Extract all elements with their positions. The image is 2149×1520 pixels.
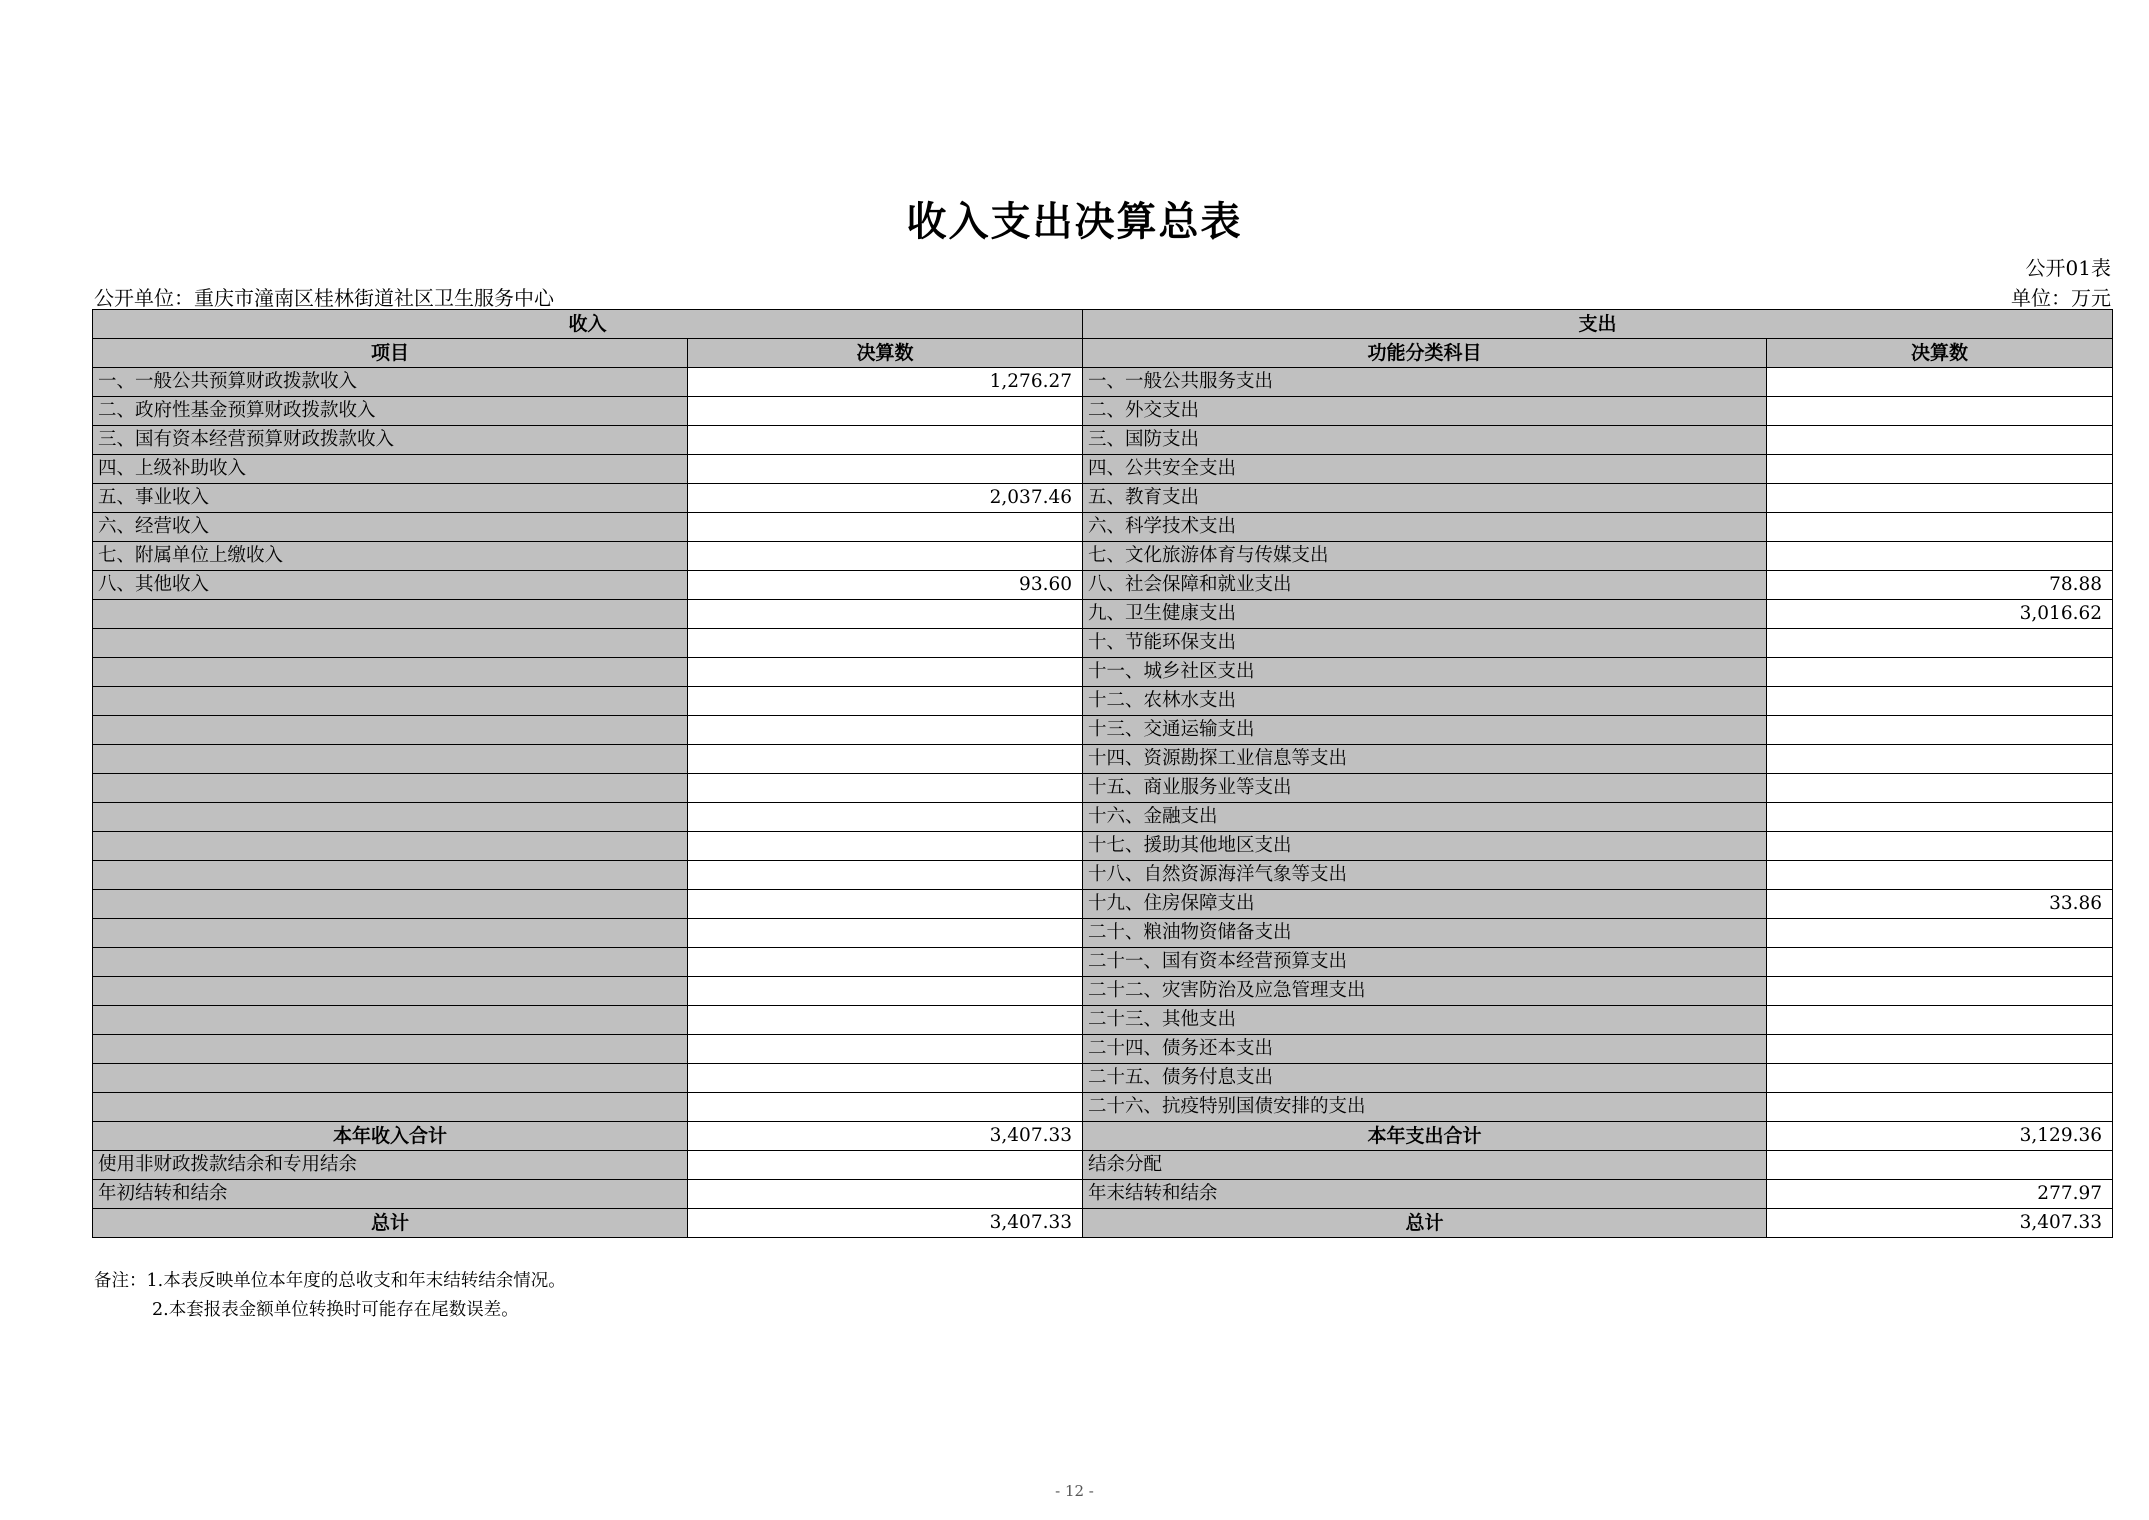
table-row [93,687,2113,716]
expense-label: 年末结转和结余 [1083,1180,1767,1209]
table-row [93,600,2113,629]
income-value [688,1064,1083,1093]
table-row [93,745,2113,774]
expense-label: 四、公共安全支出 [1083,455,1767,484]
income-value [688,1180,1083,1209]
expense-value [1767,513,2113,542]
income-value [688,426,1083,455]
table-footer [93,1122,2113,1238]
income-value [688,397,1083,426]
notes [94,1267,566,1325]
income-label: 六、经营收入 [93,513,688,542]
income-label [93,1035,688,1064]
table-row [93,426,2113,455]
expense-label: 二十一、国有资本经营预算支出 [1083,948,1767,977]
expense-value [1767,861,2113,890]
section-header-row [93,310,2113,339]
expense-label: 二十五、债务付息支出 [1083,1064,1767,1093]
table-row [93,629,2113,658]
expense-value [1767,745,2113,774]
year-expense-total-value: 3,129.36 [1767,1122,2113,1151]
table-row [93,513,2113,542]
table-row [93,803,2113,832]
income-value [688,629,1083,658]
income-value [688,890,1083,919]
expense-label: 二十二、灾害防治及应急管理支出 [1083,977,1767,1006]
table-row [93,919,2113,948]
income-value [688,861,1083,890]
income-label: 七、附属单位上缴收入 [93,542,688,571]
table-row [93,455,2113,484]
income-label [93,832,688,861]
expense-value: 33.86 [1767,890,2113,919]
expense-value [1767,803,2113,832]
expense-label: 二十六、抗疫特别国债安排的支出 [1083,1093,1767,1122]
expense-label: 七、文化旅游体育与传媒支出 [1083,542,1767,571]
expense-label: 十四、资源勘探工业信息等支出 [1083,745,1767,774]
expense-label: 六、科学技术支出 [1083,513,1767,542]
table-row [93,832,2113,861]
expense-label: 十五、商业服务业等支出 [1083,774,1767,803]
expense-label: 二十四、债务还本支出 [1083,1035,1767,1064]
income-label [93,774,688,803]
expense-value [1767,426,2113,455]
budget-table [92,309,2113,1238]
expense-section-header: 支出 [1083,310,2113,339]
table-row [93,658,2113,687]
table-row [93,977,2113,1006]
col-header-amount: 决算数 [688,339,1083,368]
expense-value [1767,687,2113,716]
income-value [688,455,1083,484]
expense-value [1767,1064,2113,1093]
col-header-amount-2: 决算数 [1767,339,2113,368]
income-label [93,803,688,832]
expense-value [1767,629,2113,658]
income-label: 八、其他收入 [93,571,688,600]
income-value [688,745,1083,774]
income-value [688,803,1083,832]
expense-label: 二十、粮油物资储备支出 [1083,919,1767,948]
expense-label: 九、卫生健康支出 [1083,600,1767,629]
note-2: 2.本套报表金额单位转换时可能存在尾数误差。 [152,1300,519,1320]
table-row [93,397,2113,426]
page-number: - 12 - [1055,1482,1094,1500]
table-row [93,484,2113,513]
expense-label: 十九、住房保障支出 [1083,890,1767,919]
income-label: 一、一般公共预算财政拨款收入 [93,368,688,397]
table-row [93,716,2113,745]
grand-total-value-left: 3,407.33 [688,1209,1083,1238]
income-value [688,1035,1083,1064]
expense-value [1767,919,2113,948]
grand-total-label-left: 总计 [93,1209,688,1238]
income-value [688,600,1083,629]
income-label: 五、事业收入 [93,484,688,513]
column-header-row [93,339,2113,368]
income-label [93,716,688,745]
income-label [93,1093,688,1122]
table-row [93,571,2113,600]
income-label [93,745,688,774]
income-label: 四、上级补助收入 [93,455,688,484]
expense-label: 五、教育支出 [1083,484,1767,513]
expense-value: 3,016.62 [1767,600,2113,629]
income-value [688,542,1083,571]
income-label [93,977,688,1006]
income-value [688,658,1083,687]
income-label [93,948,688,977]
expense-label: 十、节能环保支出 [1083,629,1767,658]
income-label [93,890,688,919]
expense-label: 十一、城乡社区支出 [1083,658,1767,687]
page-title: 收入支出决算总表 [906,199,1243,245]
col-header-function: 功能分类科目 [1083,339,1767,368]
income-label [93,629,688,658]
expense-label: 结余分配 [1083,1151,1767,1180]
currency-unit: 单位：万元 [2011,286,2111,310]
expense-label: 十三、交通运输支出 [1083,716,1767,745]
expense-value [1767,368,2113,397]
expense-value [1767,977,2113,1006]
income-value [688,1093,1083,1122]
form-number: 公开01表 [2025,256,2111,280]
table-row [93,948,2113,977]
income-value [688,1151,1083,1180]
expense-label: 十六、金融支出 [1083,803,1767,832]
income-value [688,774,1083,803]
expense-value [1767,948,2113,977]
income-value [688,977,1083,1006]
table-row [93,1151,2113,1180]
table-row [93,1035,2113,1064]
grand-total-label-right: 总计 [1083,1209,1767,1238]
table-row [93,1180,2113,1209]
income-label [93,687,688,716]
grand-total-row [93,1209,2113,1238]
expense-value [1767,658,2113,687]
grand-total-value-right: 3,407.33 [1767,1209,2113,1238]
expense-label: 一、一般公共服务支出 [1083,368,1767,397]
income-label [93,919,688,948]
expense-value [1767,1006,2113,1035]
expense-value [1767,397,2113,426]
expense-label: 三、国防支出 [1083,426,1767,455]
income-value [688,716,1083,745]
income-label [93,861,688,890]
expense-value: 78.88 [1767,571,2113,600]
income-value: 93.60 [688,571,1083,600]
table-row [93,1006,2113,1035]
col-header-item: 项目 [93,339,688,368]
expense-value [1767,1093,2113,1122]
expense-label: 二、外交支出 [1083,397,1767,426]
expense-value [1767,1035,2113,1064]
income-label [93,1006,688,1035]
note-1: 备注：1.本表反映单位本年度的总收支和年末结转结余情况。 [94,1271,566,1291]
income-label [93,658,688,687]
expense-value [1767,1151,2113,1180]
expense-value [1767,484,2113,513]
expense-label: 二十三、其他支出 [1083,1006,1767,1035]
table-row [93,861,2113,890]
table-row [93,774,2113,803]
table-row [93,1064,2113,1093]
expense-value [1767,832,2113,861]
income-label: 使用非财政拨款结余和专用结余 [93,1151,688,1180]
income-label: 二、政府性基金预算财政拨款收入 [93,397,688,426]
table-body [93,368,2113,1122]
table-row [93,1093,2113,1122]
expense-label: 十二、农林水支出 [1083,687,1767,716]
expense-value [1767,774,2113,803]
reporting-unit: 公开单位：重庆市潼南区桂林街道社区卫生服务中心 [94,286,554,310]
expense-value: 277.97 [1767,1180,2113,1209]
table-row [93,890,2113,919]
income-value [688,687,1083,716]
income-value: 2,037.46 [688,484,1083,513]
income-value [688,832,1083,861]
income-label [93,600,688,629]
income-value: 1,276.27 [688,368,1083,397]
table-row [93,542,2113,571]
income-value [688,513,1083,542]
expense-value [1767,455,2113,484]
year-total-row [93,1122,2113,1151]
expense-label: 十七、援助其他地区支出 [1083,832,1767,861]
year-income-total-value: 3,407.33 [688,1122,1083,1151]
income-section-header: 收入 [93,310,1083,339]
income-value [688,919,1083,948]
income-label [93,1064,688,1093]
year-income-total-label: 本年收入合计 [93,1122,688,1151]
income-value [688,948,1083,977]
income-value [688,1006,1083,1035]
expense-label: 八、社会保障和就业支出 [1083,571,1767,600]
expense-value [1767,716,2113,745]
expense-value [1767,542,2113,571]
expense-label: 十八、自然资源海洋气象等支出 [1083,861,1767,890]
year-expense-total-label: 本年支出合计 [1083,1122,1767,1151]
income-label: 年初结转和结余 [93,1180,688,1209]
table-row [93,368,2113,397]
income-label: 三、国有资本经营预算财政拨款收入 [93,426,688,455]
